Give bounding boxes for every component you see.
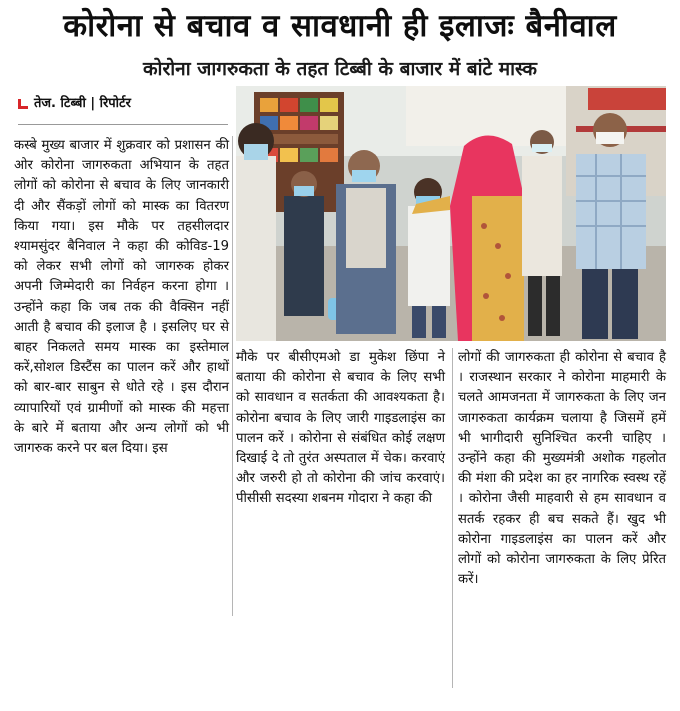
mask-distribution-photo — [236, 86, 666, 341]
byline-text: तेज. टिब्बी | रिपोर्टर — [34, 96, 131, 111]
byline — [18, 92, 228, 116]
byline-marker-icon — [18, 99, 28, 109]
news-photo — [236, 86, 666, 341]
headline: कोरोना से बचाव व सावधानी ही इलाजः बैनीवाल — [63, 8, 617, 44]
byline-divider — [18, 124, 228, 125]
subheadline: कोरोना जागरुकता के तहत टिब्बी के बाजार में बांटे मास्क — [142, 58, 538, 80]
article-column-1: कस्बे मुख्य बाजार में शुक्रवार को प्रशासन की ओर कोरोना जागरुकता अभियान के तहत लोगों को कोरोना से बचाव के लिए जानकारी दी और सैंकड़ों लोगों को मास्क का वितरण किया गया। इस मौके पर तहसीलदार श्यामसुंदर बैनिवाल ने कहा की कोविड-19 को लेकर सभी लोगों को जागरुक होकर अपनी जिम्मेदारी का निर्वहन करना होगा । उन्होंने कहा कि जब तक की वैक्सिन नहीं आती है बचाव की इलाज है । इसलिए घर से बाहर निकलते समय मास्क का इस्तेमाल करें,सोशल डिस्टैंस का पालन करें और हाथों को बार-बार साबुन से धोते रहे । इस दौरान व्यापारियों एवं ग्रामीणों को मास्क की महत्ता के बारे में बताया और अन्य लोगों को भी जागरुक करने पर बल दिया। इस — [14, 138, 229, 457]
article-column-2: मौके पर बीसीएमओ डा मुकेश छिंपा ने बताया की कोरोना से बचाव के लिए सभी को सावधान व सतर्कता की आवश्यकता है। कोरोना बचाव के लिए जारी गाइडलाइंस का पालन करें । कोरोना से संबंधित कोई लक्षण दिखाई दे तो तुरंत अस्पताल में चेक। करवाएं और जरुरी हो तो कोरोना की जांच करवाएं।पीसीसी सदस्या शबनम गोदारा ने कहा की — [236, 350, 445, 507]
column-divider — [232, 136, 233, 616]
article-column-3: लोगों की जागरुकता ही कोरोना से बचाव है । राजस्थान सरकार ने कोरोना माहमारी के चलते आमजनता में जागरुकता के लिए जन जागरुकता कार्यक्रम चलाया है जिसमें हमें भी भागीदारी सुनिश्चित करनी चाहिए । उन्होंने कहा की मुख्यमंत्री अशोक गहलोत की मंशा की प्रदेश का हर नागरिक स्वस्थ रहें । कोरोना जैसी माहवारी से हम सावधान व सतर्क रहकर ही बच सकते हैं। खुद भी कोरोना गाइडलाइंस का पालन करें और लोगों को कोरोना जागरुकता के लिए प्रेरित करें। — [458, 350, 666, 588]
column-divider — [452, 348, 453, 688]
